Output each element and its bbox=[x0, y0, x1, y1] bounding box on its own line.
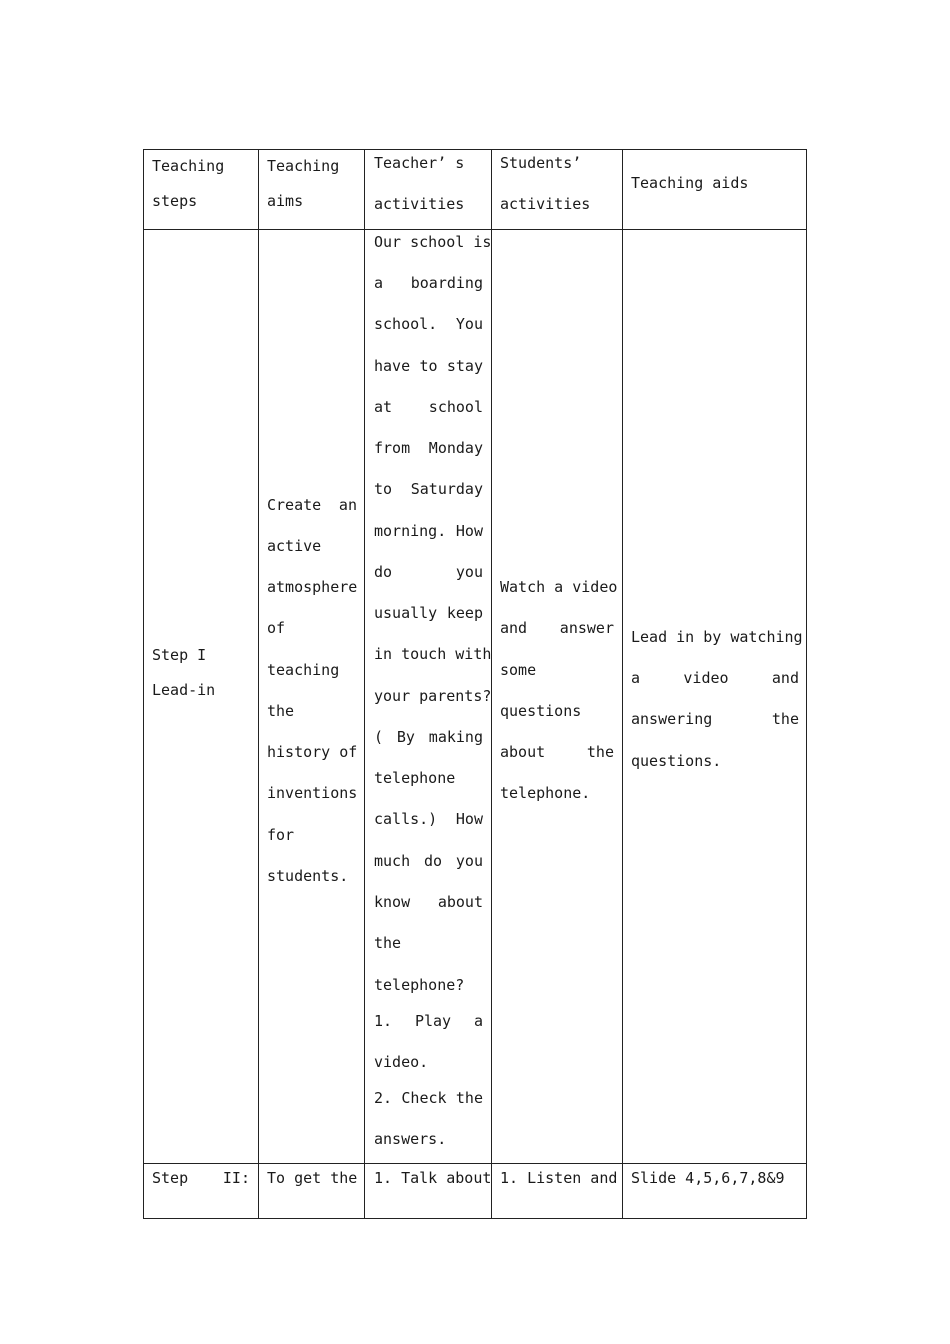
header-teacher-activities bbox=[374, 149, 484, 229]
cell-text: about the bbox=[500, 743, 614, 761]
cell-text: the bbox=[267, 702, 295, 720]
row1-aims bbox=[267, 229, 357, 1163]
cell-text: 1. Play a bbox=[374, 1012, 483, 1030]
header-text: Teacher’ s bbox=[374, 154, 465, 172]
cell-text: 2. Check the bbox=[374, 1089, 483, 1107]
cell-text: morning. How bbox=[374, 522, 483, 540]
header-text: activities bbox=[374, 195, 465, 213]
cell-text: teaching bbox=[267, 661, 340, 679]
header-teaching-aids bbox=[631, 149, 799, 229]
cell-text: ( By making bbox=[374, 728, 483, 746]
cell-text: history of bbox=[267, 743, 358, 761]
cell-text: Slide 4,5,6,7,8&9 bbox=[631, 1169, 785, 1187]
cell-text: your parents? bbox=[374, 687, 492, 705]
cell-text: of bbox=[267, 619, 286, 637]
cell-text: and answer bbox=[500, 619, 614, 637]
cell-text: atmosphere bbox=[267, 578, 358, 596]
cell-text: active bbox=[267, 537, 322, 555]
cell-text: much do you bbox=[374, 852, 483, 870]
header-text: Students’ bbox=[500, 154, 582, 172]
cell-text: the bbox=[374, 934, 402, 952]
cell-text: have to stay bbox=[374, 357, 483, 375]
cell-text: 1. Talk about bbox=[374, 1169, 492, 1187]
cell-text: video. bbox=[374, 1053, 429, 1071]
cell-text: Lead in by watching bbox=[631, 628, 803, 646]
header-text: Teaching bbox=[152, 157, 225, 175]
row1-teacher-activities bbox=[374, 229, 492, 1163]
row1-students-activities bbox=[500, 229, 618, 1163]
cell-text: Create an bbox=[267, 496, 357, 514]
header-text: activities bbox=[500, 195, 591, 213]
header-text: steps bbox=[152, 192, 198, 210]
table-col-divider-4 bbox=[622, 149, 623, 1219]
row1-step bbox=[152, 229, 250, 1163]
cell-text: usually keep bbox=[374, 604, 483, 622]
table-col-divider-1 bbox=[258, 149, 259, 1219]
row2-teaching-aids bbox=[631, 1163, 799, 1218]
cell-text: questions. bbox=[631, 752, 722, 770]
table-col-divider-3 bbox=[491, 149, 492, 1219]
cell-text: telephone bbox=[374, 769, 456, 787]
header-text: Teaching aids bbox=[631, 174, 749, 192]
cell-text: telephone? bbox=[374, 976, 465, 994]
row2-aims bbox=[267, 1163, 357, 1218]
row2-teacher-activities bbox=[374, 1163, 492, 1218]
cell-text: inventions bbox=[267, 784, 358, 802]
cell-text: answers. bbox=[374, 1130, 447, 1148]
row1-teaching-aids bbox=[631, 229, 803, 1163]
cell-text: 1. Listen and bbox=[500, 1169, 618, 1187]
cell-text: a video and bbox=[631, 669, 799, 687]
cell-text: To get the bbox=[267, 1169, 358, 1187]
cell-text: at school bbox=[374, 398, 483, 416]
header-teaching-aims bbox=[267, 149, 357, 229]
cell-text: a boarding bbox=[374, 274, 483, 292]
cell-text: school. You bbox=[374, 315, 483, 333]
table-col-divider-2 bbox=[364, 149, 365, 1219]
cell-text: for bbox=[267, 826, 295, 844]
row2-students-activities bbox=[500, 1163, 618, 1218]
cell-text: in touch with bbox=[374, 645, 492, 663]
cell-text: questions bbox=[500, 702, 582, 720]
cell-text: Lead-in bbox=[152, 681, 216, 699]
cell-text: students. bbox=[267, 867, 349, 885]
header-teaching-steps bbox=[152, 149, 250, 229]
header-text: aims bbox=[267, 192, 304, 210]
cell-text: calls.) How bbox=[374, 810, 483, 828]
table-border-right bbox=[806, 149, 807, 1219]
header-text: Teaching bbox=[267, 157, 340, 175]
row2-step bbox=[152, 1163, 250, 1218]
cell-text: some bbox=[500, 661, 537, 679]
table-border-left bbox=[143, 149, 144, 1219]
cell-text: know about bbox=[374, 893, 483, 911]
cell-text: Watch a video bbox=[500, 578, 618, 596]
cell-text: Step II: bbox=[152, 1169, 250, 1187]
header-students-activities bbox=[500, 149, 615, 229]
cell-text: Our school is bbox=[374, 233, 492, 251]
cell-text: from Monday bbox=[374, 439, 483, 457]
cell-text: telephone. bbox=[500, 784, 591, 802]
cell-text: answering the bbox=[631, 710, 799, 728]
cell-text: do you bbox=[374, 563, 483, 581]
table-border-bottom bbox=[143, 1218, 807, 1219]
cell-text: to Saturday bbox=[374, 480, 483, 498]
cell-text: Step I bbox=[152, 646, 207, 664]
